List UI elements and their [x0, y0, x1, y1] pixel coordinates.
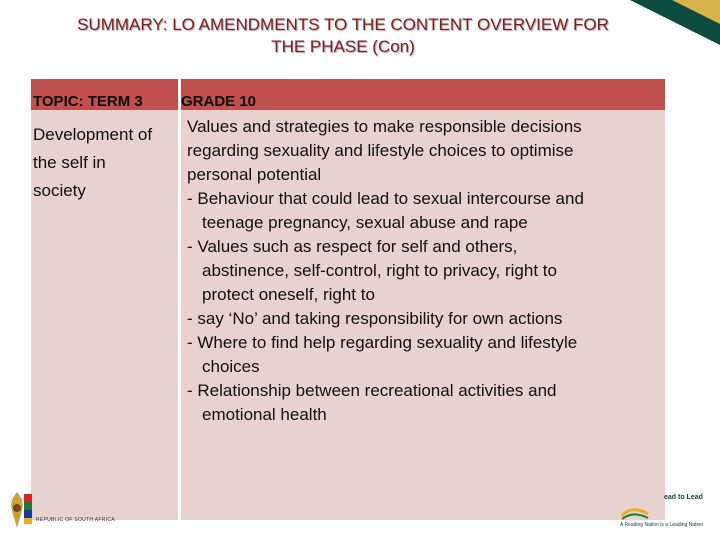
slide-title	[10, 14, 676, 58]
content-cell	[187, 115, 663, 427]
republic-label: REPUBLIC OF SOUTH AFRICA	[36, 517, 115, 523]
content-line: Values and strategies to make responsible decisions	[187, 117, 582, 136]
topic-cell	[33, 121, 179, 205]
content-line: abstinence, self-control, right to privacy, right to	[202, 261, 557, 280]
slide-title-line-1: SUMMARY: LO AMENDMENTS TO THE CONTENT OVERVIEW FOR	[77, 15, 609, 34]
content-line: emotional health	[202, 405, 327, 424]
campaign-title: ead to Lead	[664, 494, 703, 501]
flag-stripe-icon	[24, 494, 32, 524]
footer	[0, 488, 720, 540]
header-grade: GRADE 10	[181, 93, 257, 110]
reading-logo-icon	[620, 506, 650, 520]
content-bullet: - Values such as respect for self and others,	[187, 237, 518, 256]
content-table	[31, 79, 665, 520]
content-bullet: - Where to find help regarding sexuality and lifestyle	[187, 333, 578, 352]
content-bullet: - say ‘No’ and taking responsibility for own actions	[187, 309, 563, 328]
content-line: choices	[202, 357, 260, 376]
content-line: teenage pregnancy, sexual abuse and rape	[202, 213, 528, 232]
topic-line: the self in	[33, 153, 106, 172]
content-bullet: - Relationship between recreational activities and	[187, 381, 557, 400]
content-line: personal potential	[187, 165, 322, 184]
corner-decoration-gold	[672, 0, 720, 24]
topic-line: society	[33, 181, 86, 200]
campaign-slogan: A Reading Nation is a Leading Nation	[620, 522, 704, 528]
content-line: protect oneself, right to	[202, 285, 375, 304]
content-bullet: - Behaviour that could lead to sexual intercourse and	[187, 189, 584, 208]
topic-line: Development of	[33, 125, 153, 144]
content-line: regarding sexuality and lifestyle choices to optimise	[187, 141, 574, 160]
header-topic-term: TOPIC: TERM 3	[33, 93, 143, 110]
slide-title-line-2: THE PHASE (Con)	[271, 37, 415, 56]
table-header-row	[31, 79, 665, 110]
